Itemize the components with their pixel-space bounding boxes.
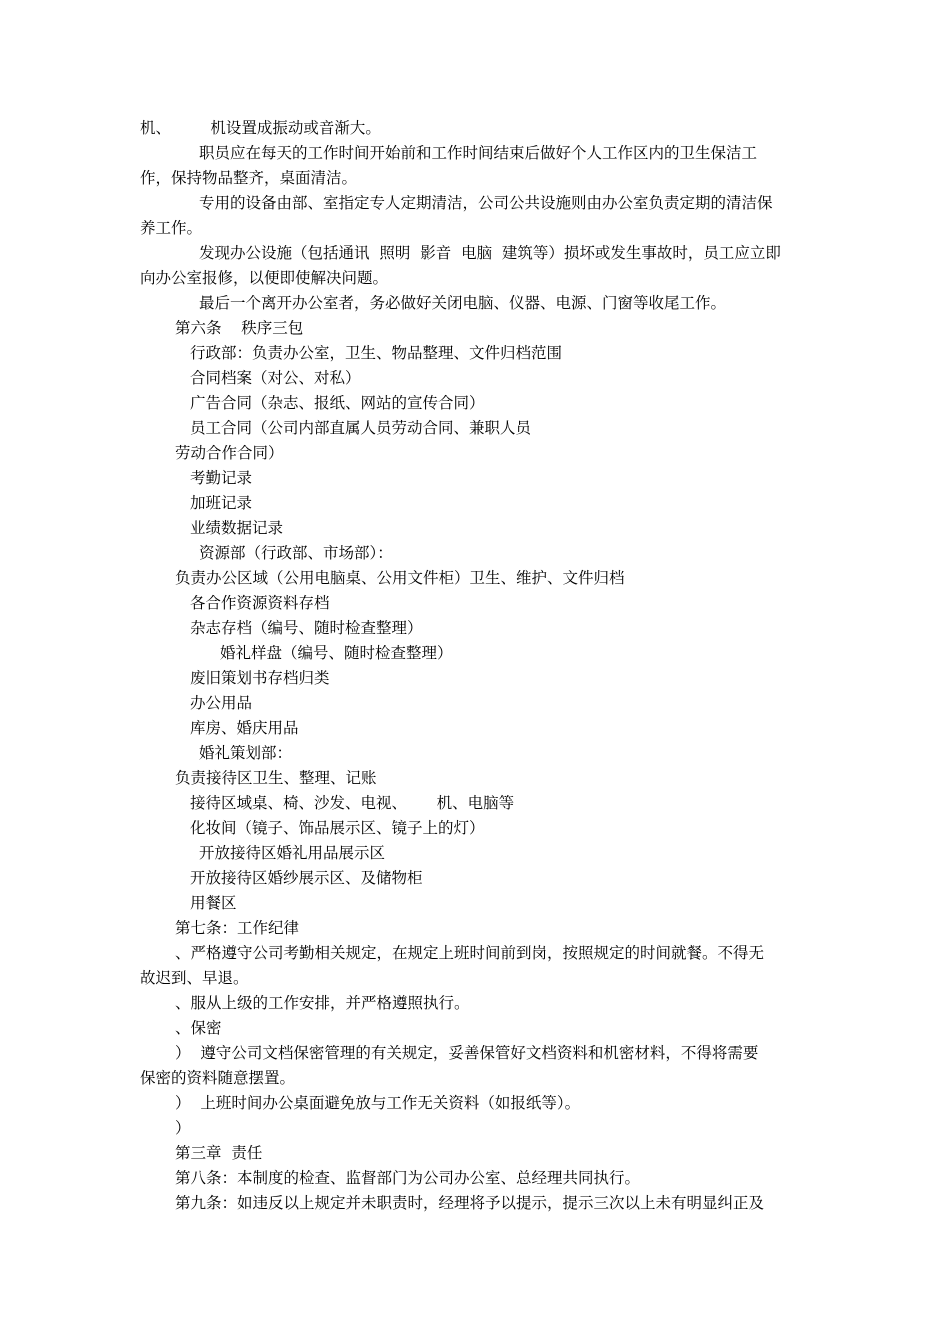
text-line: ） 遵守公司文档保密管理的有关规定，妥善保管好文档资料和机密材料，不得将需要 [175, 1044, 759, 1062]
text-line: 最后一个离开办公室者，务必做好关闭电脑、仪器、电源、门窗等收尾工作。 [199, 294, 727, 312]
text-line: 婚礼策划部： [199, 744, 293, 762]
text-line: 负责接待区卫生、整理、记账 [175, 769, 377, 787]
text-line: 、服从上级的工作安排，并严格遵照执行。 [175, 994, 470, 1012]
text-line: 保密的资料随意摆置。 [140, 1069, 296, 1087]
text-line: 合同档案（对公、对私） [190, 369, 361, 387]
text-line: 杂志存档（编号、随时检查整理） [190, 619, 423, 637]
chapter-heading: 第三章 责任 [175, 1144, 263, 1162]
text-line: 第九条：如违反以上规定并未职责时，经理将予以提示，提示三次以上未有明显纠正及 [175, 1194, 765, 1212]
text-line: 故迟到、早退。 [140, 969, 249, 987]
section-heading: 第七条：工作纪律 [175, 919, 300, 937]
text-line: 接待区域桌、椅、沙发、电视、 机、电脑等 [190, 794, 515, 812]
text-line: 员工合同（公司内部直属人员劳动合同、兼职人员 [190, 419, 532, 437]
text-line: 各合作资源资料存档 [190, 594, 330, 612]
text-line: 行政部：负责办公室，卫生、物品整理、文件归档范围 [190, 344, 563, 362]
text-line: 开放接待区婚礼用品展示区 [199, 844, 386, 862]
text-line: 专用的设备由部、室指定专人定期清洁，公司公共设施则由办公室负责定期的清洁保 [199, 194, 773, 212]
text-line: 化妆间（镜子、饰品展示区、镜子上的灯） [190, 819, 485, 837]
text-line: 养工作。 [140, 219, 203, 237]
text-line: 库房、婚庆用品 [190, 719, 299, 737]
text-line: 考勤记录 [190, 469, 253, 487]
text-line: 、保密 [175, 1019, 222, 1037]
text-line: 婚礼样盘（编号、随时检查整理） [220, 644, 453, 662]
text-line: 负责办公区域（公用电脑桌、公用文件柜）卫生、维护、文件归档 [175, 569, 625, 587]
text-line: 用餐区 [190, 894, 237, 912]
text-line: 办公用品 [190, 694, 253, 712]
text-line: ） 上班时间办公桌面避免放与工作无关资料（如报纸等）。 [175, 1094, 581, 1112]
text-line: 开放接待区婚纱展示区、及储物柜 [190, 869, 423, 887]
text-line: 业绩数据记录 [190, 519, 284, 537]
text-line: 发现办公设施（包括通讯 照明 影音 电脑 建筑等）损坏或发生事故时，员工应立即 [199, 244, 781, 262]
text-line: 资源部（行政部、市场部）： [199, 544, 393, 562]
text-line: 作，保持物品整齐，桌面清洁。 [140, 169, 358, 187]
text-line: ） [175, 1119, 191, 1137]
text-line: 向办公室报修，以便即使解决问题。 [140, 269, 389, 287]
text-line: 加班记录 [190, 494, 253, 512]
text-line: 废旧策划书存档归类 [190, 669, 330, 687]
text-line: 第八条：本制度的检查、监督部门为公司办公室、总经理共同执行。 [175, 1169, 641, 1187]
text-line: 职员应在每天的工作时间开始前和工作时间结束后做好个人工作区内的卫生保洁工 [199, 144, 758, 162]
text-line: 、严格遵守公司考勤相关规定，在规定上班时间前到岗，按照规定的时间就餐。不得无 [175, 944, 765, 962]
text-line: 广告合同（杂志、报纸、网站的宣传合同） [190, 394, 485, 412]
text-line: 劳动合作合同） [175, 444, 284, 462]
text-line: 机、 机设置成振动或音渐大。 [140, 119, 381, 137]
section-heading: 第六条 秩序三包 [175, 319, 304, 337]
